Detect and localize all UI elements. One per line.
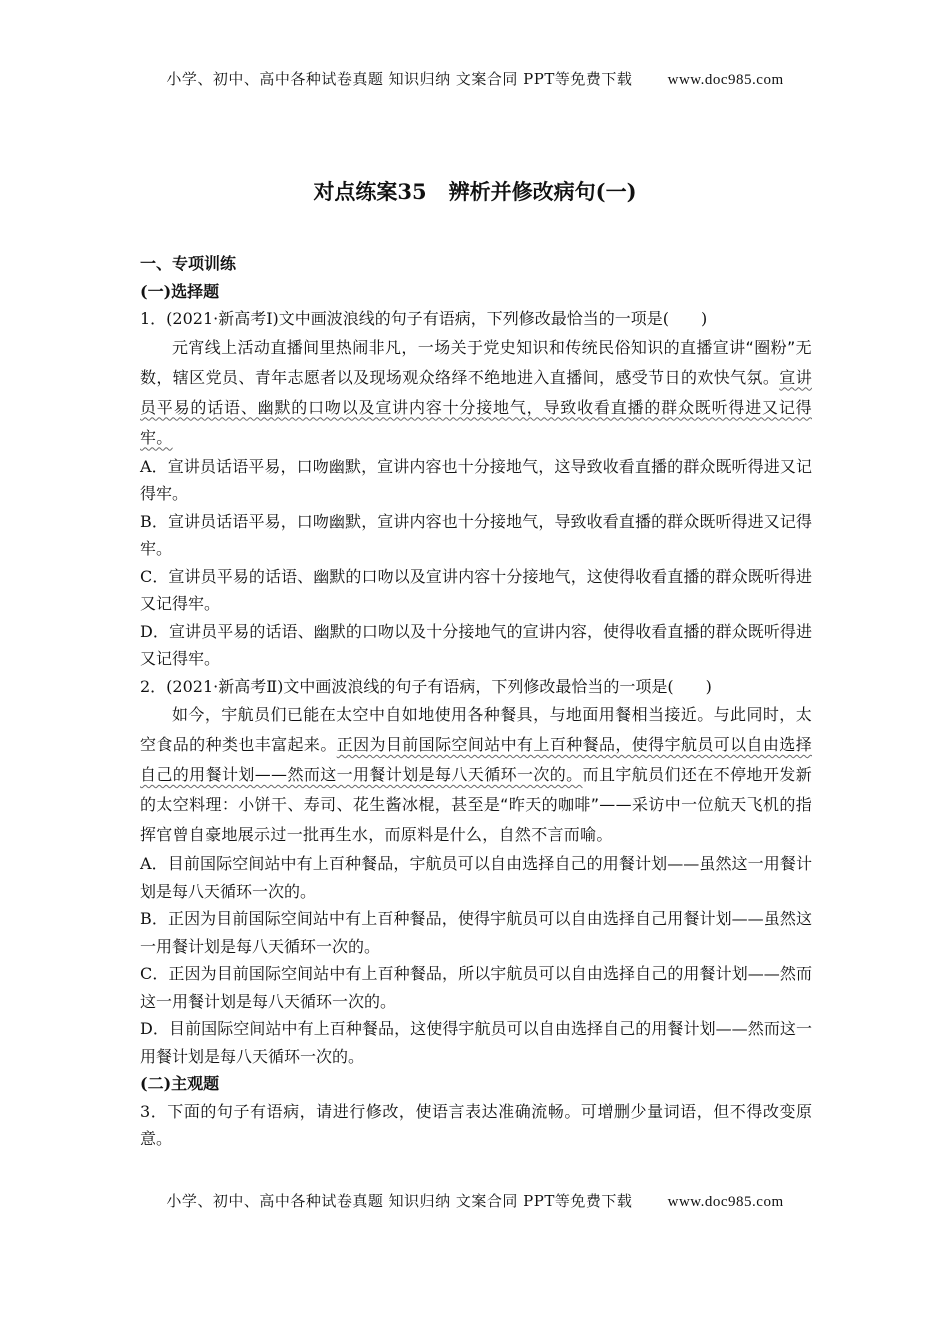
subsection-heading-choice: (一)选择题 — [140, 281, 220, 301]
question-3-stem: 3．下面的句子有语病，请进行修改，使语言表达准确流畅。可增删少量词语，但不得改变原意。 — [140, 1101, 812, 1148]
subsection-heading-subjective: (二)主观题 — [140, 1074, 220, 1093]
footer-site[interactable]: www.doc985.com — [667, 1194, 784, 1210]
q1-option-b: B．宣讲员话语平易，口吻幽默，宣讲内容也十分接地气，导致收看直播的群众既听得进又记得牢。 — [140, 511, 812, 558]
q2-passage-pre: 如今，宇航员们已能在太空中自如地使用各种餐具，与地面用餐相当接近。与此同时，太空食品的种类也丰富起来。 — [140, 705, 812, 754]
q1-option-c: C．宣讲员平易的话语、幽默的口吻以及宣讲内容十分接地气，这使得收看直播的群众既听得进又记得牢。 — [140, 566, 812, 613]
header-site[interactable]: www.doc985.com — [667, 72, 784, 88]
q2-wavy-sentence: 正因为目前国际空间站中有上百种餐品，使得宇航员可以自由选择自己的用餐计划——然而这一用餐计划是每八天循环一次的。 — [140, 735, 813, 784]
question-1-passage — [140, 333, 812, 453]
q1-passage-text: 元宵线上活动直播间里热闹非凡，一场关于党史知识和传统民俗知识的直播宣讲“圈粉”无数，辖区党员、青年志愿者以及现场观众络绎不绝地进入直播间，感受节日的欢快气氛。 — [140, 337, 812, 387]
q2-option-c: C．正因为目前国际空间站中有上百种餐品，所以宇航员可以自由选择自己的用餐计划——然而这一用餐计划是每八天循环一次的。 — [140, 964, 812, 1011]
page-title — [0, 176, 950, 206]
title-part2: 辨析并修改病句(一) — [448, 179, 637, 204]
question-1-stem: 1．(2021·新高考Ⅰ)文中画波浪线的句子有语病，下列修改最恰当的一项是( ) — [140, 309, 708, 328]
section-heading: 一、专项训练 — [140, 254, 237, 273]
exercise-content — [140, 250, 812, 1153]
footer-text: 小学、初中、高中各种试卷真题 知识归纳 文案合同 PPT等免费下载 — [166, 1192, 633, 1210]
header-text: 小学、初中、高中各种试卷真题 知识归纳 文案合同 PPT等免费下载 — [166, 70, 633, 88]
question-2-passage — [140, 700, 812, 850]
q2-option-b: B．正因为目前国际空间站中有上百种餐品，使得宇航员可以自由选择自己用餐计划——虽然这一用餐计划是每八天循环一次的。 — [140, 909, 812, 956]
question-2-stem: 2．(2021·新高考Ⅱ)文中画波浪线的句子有语病，下列修改最恰当的一项是( ) — [140, 676, 712, 696]
title-part1: 对点练案35 — [313, 179, 427, 204]
page-footer — [0, 1190, 950, 1211]
page-header — [0, 68, 950, 89]
q2-option-d: D．目前国际空间站中有上百种餐品，这使得宇航员可以自由选择自己的用餐计划——然而这一用餐计划是每八天循环一次的。 — [140, 1019, 812, 1066]
q2-option-a: A．目前国际空间站中有上百种餐品，宇航员可以自由选择自己的用餐计划——虽然这一用餐计划是每八天循环一次的。 — [140, 854, 812, 901]
q1-option-d: D．宣讲员平易的话语、幽默的口吻以及十分接地气的宣讲内容，使得收看直播的群众既听得进又记得牢。 — [140, 621, 812, 668]
q1-option-a: A．宣讲员话语平易，口吻幽默，宣讲内容也十分接地气，这导致收看直播的群众既听得进又记得牢。 — [140, 456, 812, 503]
q2-passage-post: 而且宇航员们还在不停地开发新的太空料理：小饼干、寿司、花生酱冰棍，甚至是“昨天的咖啡”——采访中一位航天飞机的指挥官曾自豪地展示过一批再生水，而原料是什么，自然不言而喻。 — [140, 765, 812, 844]
q1-wavy-sentence: 宣讲员平易的话语、幽默的口吻以及宣讲内容十分接地气，导致收看直播的群众既听得进又记得牢。 — [140, 367, 812, 447]
